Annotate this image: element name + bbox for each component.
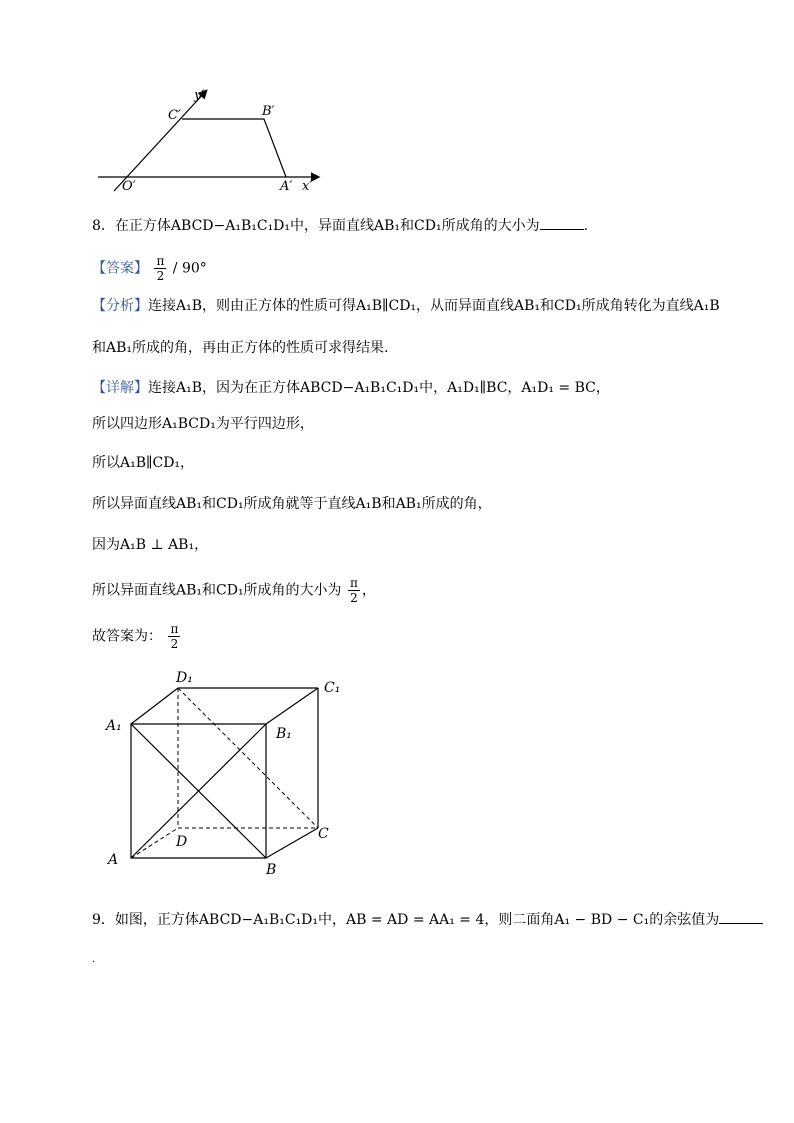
label-o: O′ — [122, 179, 136, 194]
label-B1: B₁ — [276, 726, 292, 742]
y-axis — [114, 91, 206, 191]
cube-figure — [100, 668, 350, 883]
oblique-figure — [90, 85, 330, 195]
label-C: C — [318, 826, 329, 842]
answer-tag: 【答案】 — [92, 260, 148, 277]
label-a: A′ — [280, 179, 293, 194]
q8-detail-4: 所以异面直线AB₁和CD₁所成角就等于直线A₁B和AB₁所成的角， — [92, 496, 492, 512]
label-D1: D₁ — [176, 670, 193, 686]
q9-question: 9．如图，正方体ABCD−A₁B₁C₁D₁中，AB = AD = AA₁ = 4，则二面角A₁ − BD − C₁的余弦值为 — [92, 910, 763, 930]
q8-detail-3: 所以A₁B∥CD₁， — [92, 455, 195, 471]
q8-answer: 【答案】 $\frac{\pi}{2}$ / 90° — [92, 254, 207, 283]
q9-end: . — [92, 954, 96, 965]
q8-analysis-2: 和AB₁所成的角，再由正方体的性质可求得结果. — [92, 340, 389, 356]
label-A1: A₁ — [106, 718, 122, 734]
q8-detail-5: 因为A₁B ⊥ AB₁， — [92, 537, 209, 553]
q8-analysis-1: 【分析】连接A₁B，则由正方体的性质可得A₁B∥CD₁，从而异面直线AB₁和CD₁所成角转化为直线A₁B — [92, 298, 720, 314]
label-D: D — [176, 834, 188, 850]
label-c: C′ — [168, 108, 181, 123]
answer-fraction: $\frac{\pi}{2}$ — [156, 254, 165, 283]
trapezoid — [182, 119, 286, 177]
final-fraction: $\frac{\pi}{2}$ — [170, 622, 179, 651]
label-B: B — [266, 862, 277, 878]
detail-fraction: $\frac{\pi}{2}$ — [350, 576, 358, 605]
q8-detail-1: 【详解】连接A₁B，因为在正方体ABCD−A₁B₁C₁D₁中，A₁D₁∥BC，A₁D₁ = BC， — [92, 380, 610, 396]
q8-question: 8．在正方体ABCD−A₁B₁C₁D₁中，异面直线AB₁和CD₁所成角的大小为 . — [92, 218, 589, 234]
label-b: B′ — [262, 104, 275, 119]
answer-blank — [540, 217, 584, 230]
label-C1: C₁ — [324, 680, 341, 696]
label-A: A — [108, 852, 119, 868]
detail-tag: 【详解】 — [92, 380, 148, 396]
q8-detail-2: 所以四边形A₁BCD₁为平行四边形， — [92, 416, 314, 432]
analysis-tag: 【分析】 — [92, 298, 148, 314]
answer-blank-q9 — [719, 911, 763, 924]
q8-detail-6: 所以异面直线AB₁和CD₁所成角的大小为 $\frac{\pi}{2}$ ， — [92, 576, 376, 605]
q8-final: 故答案为： $\frac{\pi}{2}$ — [92, 622, 179, 651]
label-x: x′ — [302, 179, 313, 194]
label-y: y′ — [194, 88, 205, 103]
